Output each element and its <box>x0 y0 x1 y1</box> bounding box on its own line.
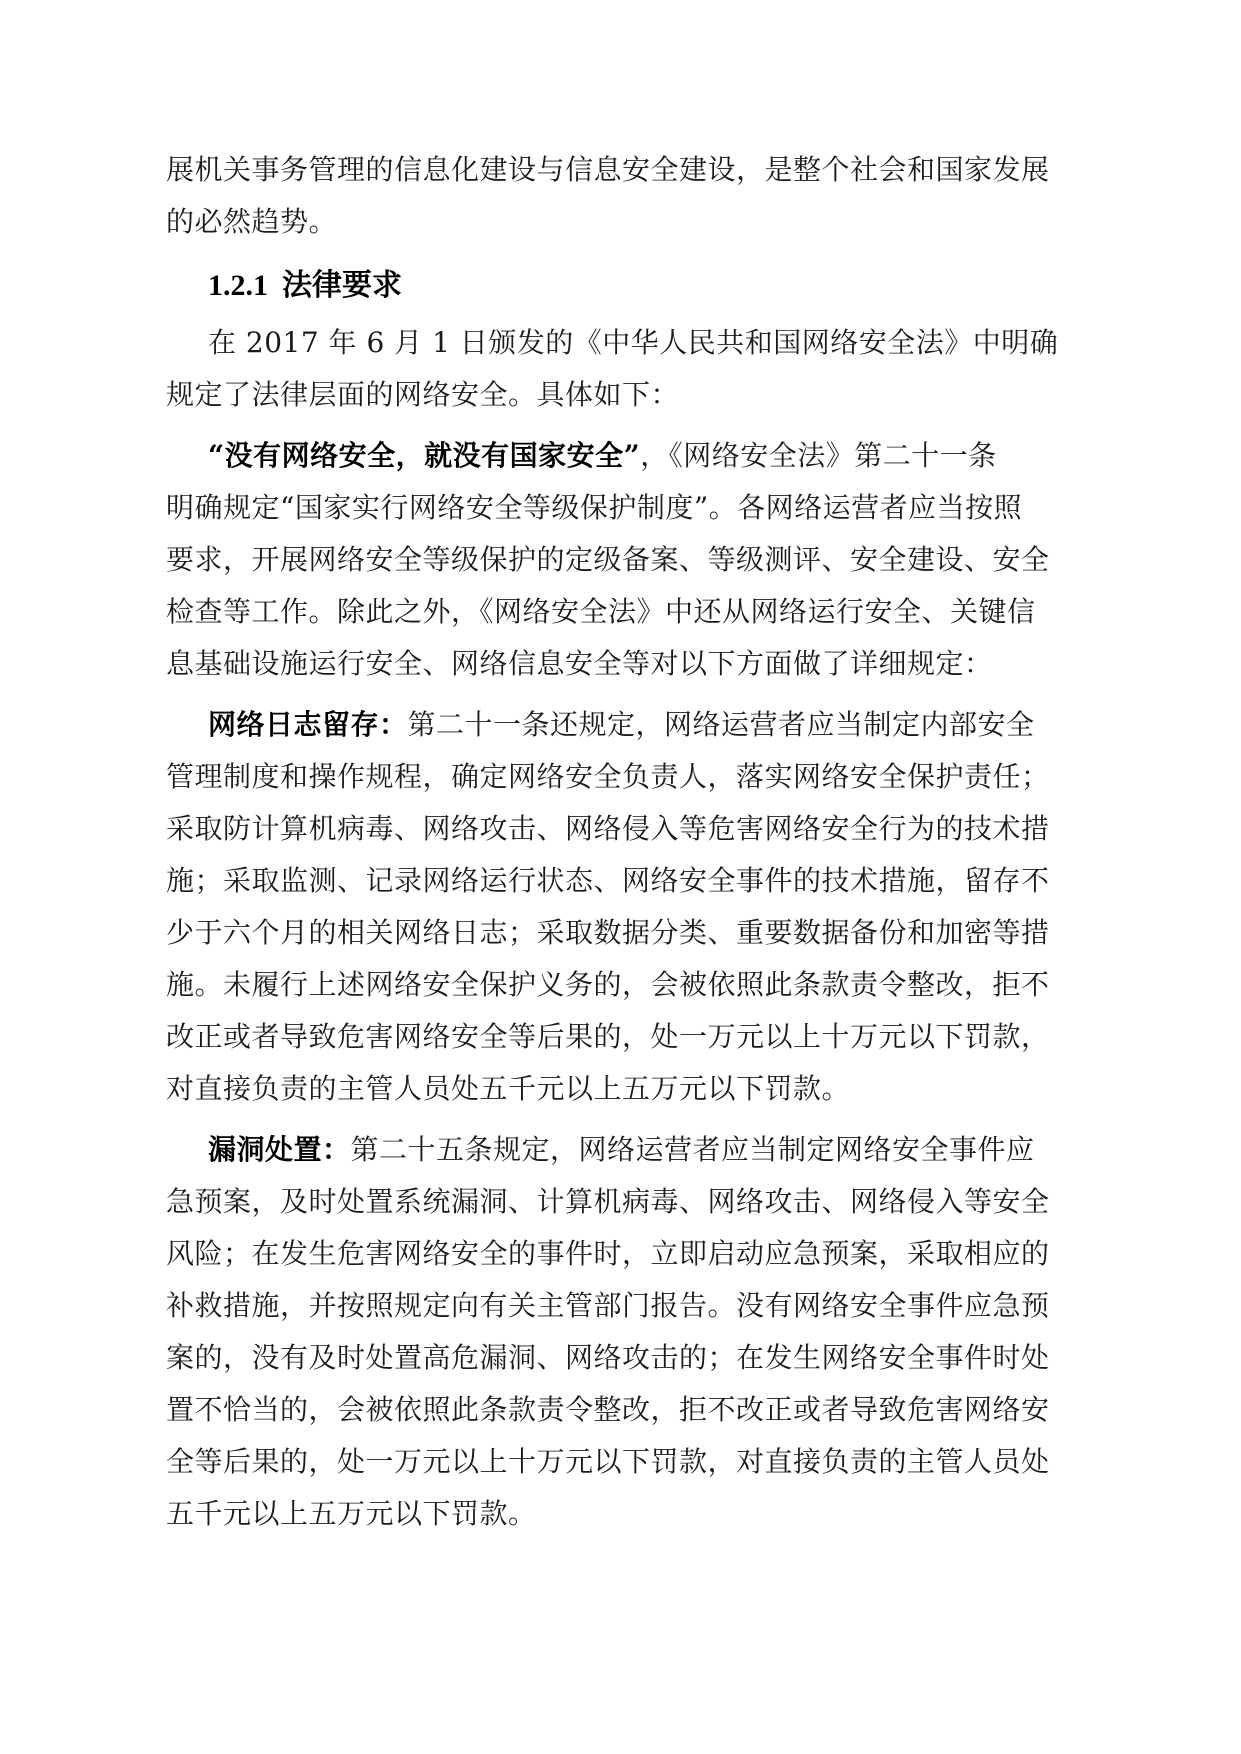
vuln-line-8: 五千元以上五万元以下罚款。 <box>166 1497 537 1530</box>
quote-bold-lead: “没有网络安全，就没有国家安全” <box>208 439 641 472</box>
log-first-line-rest: 第二十一条还规定，网络运营者应当制定内部安全 <box>407 708 1035 741</box>
quote-first-line-rest: ，《网络安全法》第二十一条 <box>640 439 997 472</box>
intro-line-1: 展机关事务管理的信息化建设与信息安全建设，是整个社会和国家发展 <box>166 153 1050 186</box>
log-line-1 <box>208 699 1076 751</box>
quote-line-4: 检查等工作。除此之外，《网络安全法》中还从网络运行安全、关键信 <box>166 595 1036 628</box>
intro-line-2: 的必然趋势。 <box>166 205 338 238</box>
log-line-2: 管理制度和操作规程，确定网络安全负责人，落实网络安全保护责任； <box>166 760 1050 793</box>
log-line-6: 施。未履行上述网络安全保护义务的，会被依照此条款责令整改，拒不 <box>166 968 1050 1001</box>
quote-line-5: 息基础设施运行安全、网络信息安全等对以下方面做了详细规定： <box>166 647 993 680</box>
log-line-7: 改正或者导致危害网络安全等后果的，处一万元以上十万元以下罚款， <box>166 1020 1050 1053</box>
law-line-1: 在 2017 年 6 月 1 日颁发的《中华人民共和国网络安全法》中明确 <box>208 326 1059 359</box>
vuln-line-7: 全等后果的，处一万元以上十万元以下罚款，对直接负责的主管人员处 <box>166 1445 1050 1478</box>
section-title: 法律要求 <box>282 269 402 302</box>
log-bold-lead: 网络日志留存： <box>208 708 408 741</box>
section-heading <box>208 258 402 314</box>
log-line-5: 少于六个月的相关网络日志；采取数据分类、重要数据备份和加密等措 <box>166 916 1050 949</box>
law-line-2: 规定了法律层面的网络安全。具体如下： <box>166 378 680 411</box>
vuln-line-1 <box>208 1124 1076 1176</box>
quote-line-2: 明确规定“国家实行网络安全等级保护制度”。各网络运营者应当按照 <box>166 491 1023 524</box>
vuln-line-2: 急预案，及时处置系统漏洞、计算机病毒、网络攻击、网络侵入等安全 <box>166 1185 1050 1218</box>
vuln-first-line-rest: 第二十五条规定，网络运营者应当制定网络安全事件应 <box>350 1133 1035 1166</box>
quote-line-3: 要求，开展网络安全等级保护的定级备案、等级测评、安全建设、安全 <box>166 543 1050 576</box>
vuln-line-5: 案的，没有及时处置高危漏洞、网络攻击的；在发生网络安全事件时处 <box>166 1341 1050 1374</box>
vuln-line-6: 置不恰当的，会被依照此条款责令整改，拒不改正或者导致危害网络安 <box>166 1393 1050 1426</box>
log-line-4: 施；采取监测、记录网络运行状态、网络安全事件的技术措施，留存不 <box>166 864 1050 897</box>
log-line-3: 采取防计算机病毒、网络攻击、网络侵入等危害网络安全行为的技术措 <box>166 812 1050 845</box>
vuln-bold-lead: 漏洞处置： <box>208 1133 351 1166</box>
quote-line-1 <box>208 430 1076 482</box>
vuln-line-3: 风险；在发生危害网络安全的事件时，立即启动应急预案，采取相应的 <box>166 1237 1050 1270</box>
vuln-line-4: 补救措施，并按照规定向有关主管部门报告。没有网络安全事件应急预 <box>166 1289 1050 1322</box>
log-line-8: 对直接负责的主管人员处五千元以上五万元以下罚款。 <box>166 1072 851 1105</box>
section-number: 1.2.1 <box>208 269 268 302</box>
